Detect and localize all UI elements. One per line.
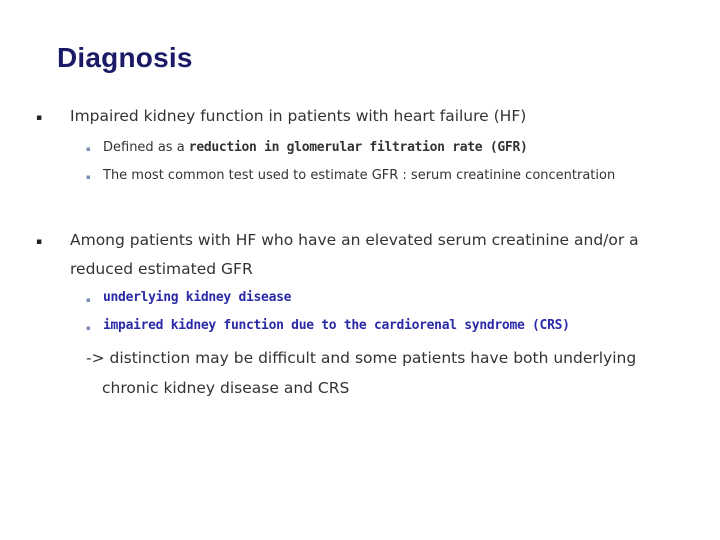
sub-bullet-text-highlight: impaired kidney function due to the cardiorenal syndrome (CRS) xyxy=(103,318,570,333)
note-line: chronic kidney disease and CRS xyxy=(102,379,350,397)
sub-bullet-marker: ▪ xyxy=(86,324,91,332)
slide-title: Diagnosis xyxy=(57,42,193,73)
sub-bullet-emphasis: reduction in glomerular filtration rate (GFR) xyxy=(188,140,528,155)
sub-bullet-text-highlight: underlying kidney disease xyxy=(103,290,292,305)
bullet-marker: ▪ xyxy=(36,113,43,123)
sub-bullet-text: The most common test used to estimate GFR : serum creatinine concentration xyxy=(103,168,616,183)
sub-bullet-text xyxy=(103,140,528,155)
bullet-text: Among patients with HF who have an elevated serum creatinine and/or a reduced estimated GFR xyxy=(70,231,639,278)
sub-bullet-marker: ▪ xyxy=(86,296,91,304)
bullet-marker: ▪ xyxy=(36,237,43,247)
sub-bullet-prefix: Defined as a xyxy=(103,140,189,155)
sub-bullet-marker: ▪ xyxy=(86,173,91,181)
sub-bullet-marker: ▪ xyxy=(86,145,91,153)
bullet-text: Impaired kidney function in patients with heart failure (HF) xyxy=(70,107,527,125)
conclusion-note xyxy=(86,343,696,403)
note-line: -> distinction may be difficult and some patients have both underlying xyxy=(86,349,637,367)
